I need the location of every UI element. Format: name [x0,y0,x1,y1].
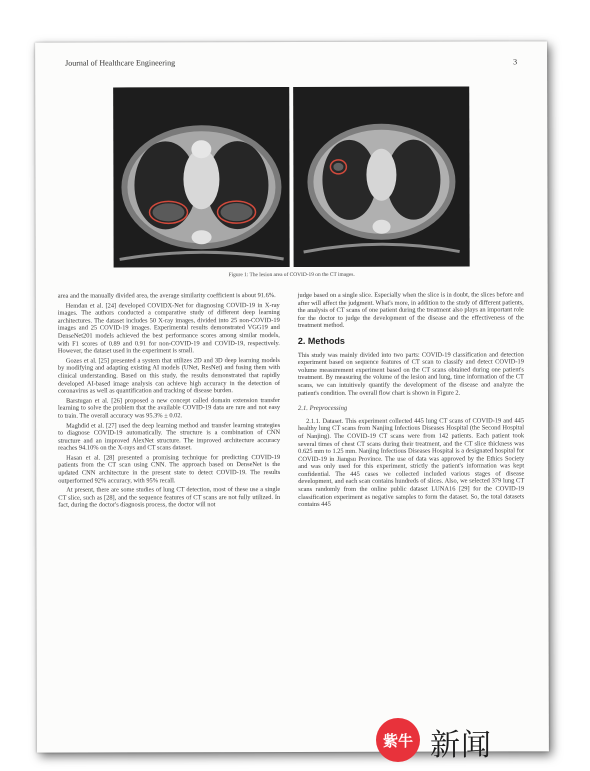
paragraph: This study was mainly divided into two parts: COVID-19 classification and detection experiment based on sequence features of CT scan to classify and detect COVID-19 volume measurement experiment based on the CT scans obtained during one patient's treatment. By measuring the volume of the lesion and lung, time information of the CT scans, we can intuitively quantify the development of the disease and analyze the patient's condition. The overall flow chart is shown in Figure 2. [297,350,524,397]
paragraph: Barstugan et al. [26] proposed a new concept called domain extension transfer learning to solve the problem that the available COVID-19 data are rare and not easy to train. The overall accuracy was 95.3% ± 0.02. [58,396,281,420]
paragraph: 2.1.1. Dataset. This experiment collected 445 lung CT scans of COVID-19 and 445 healthy lung CT scans from Nanjing Infectious Diseases Hospital (the Second Hospital of Nanjing). The COVID-19 CT scans were from 142 patients. Each patient took several times of chest CT scans during their treatment, and the CT slice thickness was 0.625 mm to 1.25 mm. Nanjing Infectious Diseases Hospital is a designated hospital for COVID-19 in Jiangsu Province. The use of data was approved by the Ethics Society and was only used for this experiment, strictly the patient's information was kept confidential. The 445 cases we collected included various stages of disease development, and each scan contains hundreds of slices. Also, we selected 379 lung CT scans randomly from the online public dataset LUNA16 [29] for the COVID-19 classification experiment as negative samples to form the dataset. So, the total datasets contains 445 [298,417,525,509]
paragraph: At present, there are some studies of lung CT detection, most of these use a single CT slice, such as [28], and the sequence features of CT scans are not fully utilized. In fact, during the doctor's diagnosis process, the doctor will not [58,486,281,510]
section-heading: 2. Methods [297,335,345,346]
news-watermark [376,718,576,762]
paragraph: Hemdan et al. [24] developed COVIDX-Net for diagnosing COVID-19 in X-ray images. The authors conducted a comparative study of different deep learning architectures. The dataset includes 50 X-ray images, divided into 25 non-COVID-19 images and 25 COVID-19 images. Experimental results demonstrated VGG19 and DenseNet201 models achieved the best performance scores among similar models, with F1 scores of 0.89 and 0.91 for non-COVID-19 and COVID-19, respectively. However, the dataset used in the experiment is small. [57,301,280,355]
watermark-badge-text: 紫牛 [382,732,414,750]
figure-caption: Figure 1: The lesion area of COVID-19 on the CT images. [228,271,355,279]
page-number: 3 [513,57,518,67]
paragraph: judge based on a single slice. Especially when the slice is in doubt, the slices before and after will affect the judgment. What's more, in addition to the study of different patients, the analysis of CT scans of one patient during the treatment also plays an important role for the doctor to judge the development of the disease and the effectiveness of the treatment method. [297,291,524,330]
right-text-column [298,291,525,510]
paragraph: Maghdid et al. [27] used the deep learning method and transfer learning strategies to diagnose COVID-19 automatically. The structure is a combination of CNN structure and an improved AlexNet structure. The improved architecture accuracy reaches 94.10% on the X-rays and CT scans dataset. [58,421,281,452]
ct-image-left [113,87,289,267]
left-text-column [58,292,281,512]
ct-image-right [293,87,469,267]
paragraph: area and the manually divided area, the average similarity coefficient is about 91.6%. [57,292,276,300]
paragraph: Hasan et al. [28] presented a promising technique for predicting COVID-19 patients from the CT scan using CNN. The approach based on DenseNet is the updated CNN architecture in the present state to detect COVID-19. The results outperformed 92% accuracy, with 95% recall. [58,453,281,485]
watermark-logo-badge [376,718,420,762]
subsection-heading: 2.1. Preprocessing [298,404,348,413]
watermark-label: 新闻 [430,728,492,763]
paragraph: Gozes et al. [25] presented a system that utilizes 2D and 3D deep learning models by modifying and adapting existing AI models (UNet, ResNet) and fusing them with clinical understanding. Based on this study, the results demonstrated that rapidly developed AI-based image analysis can achieve high accuracy in the detection of coronavirus as well as quantification and tracking of disease burden. [57,356,280,395]
running-header [65,57,518,68]
paper-page [35,41,549,752]
journal-name: Journal of Healthcare Engineering [65,58,176,68]
